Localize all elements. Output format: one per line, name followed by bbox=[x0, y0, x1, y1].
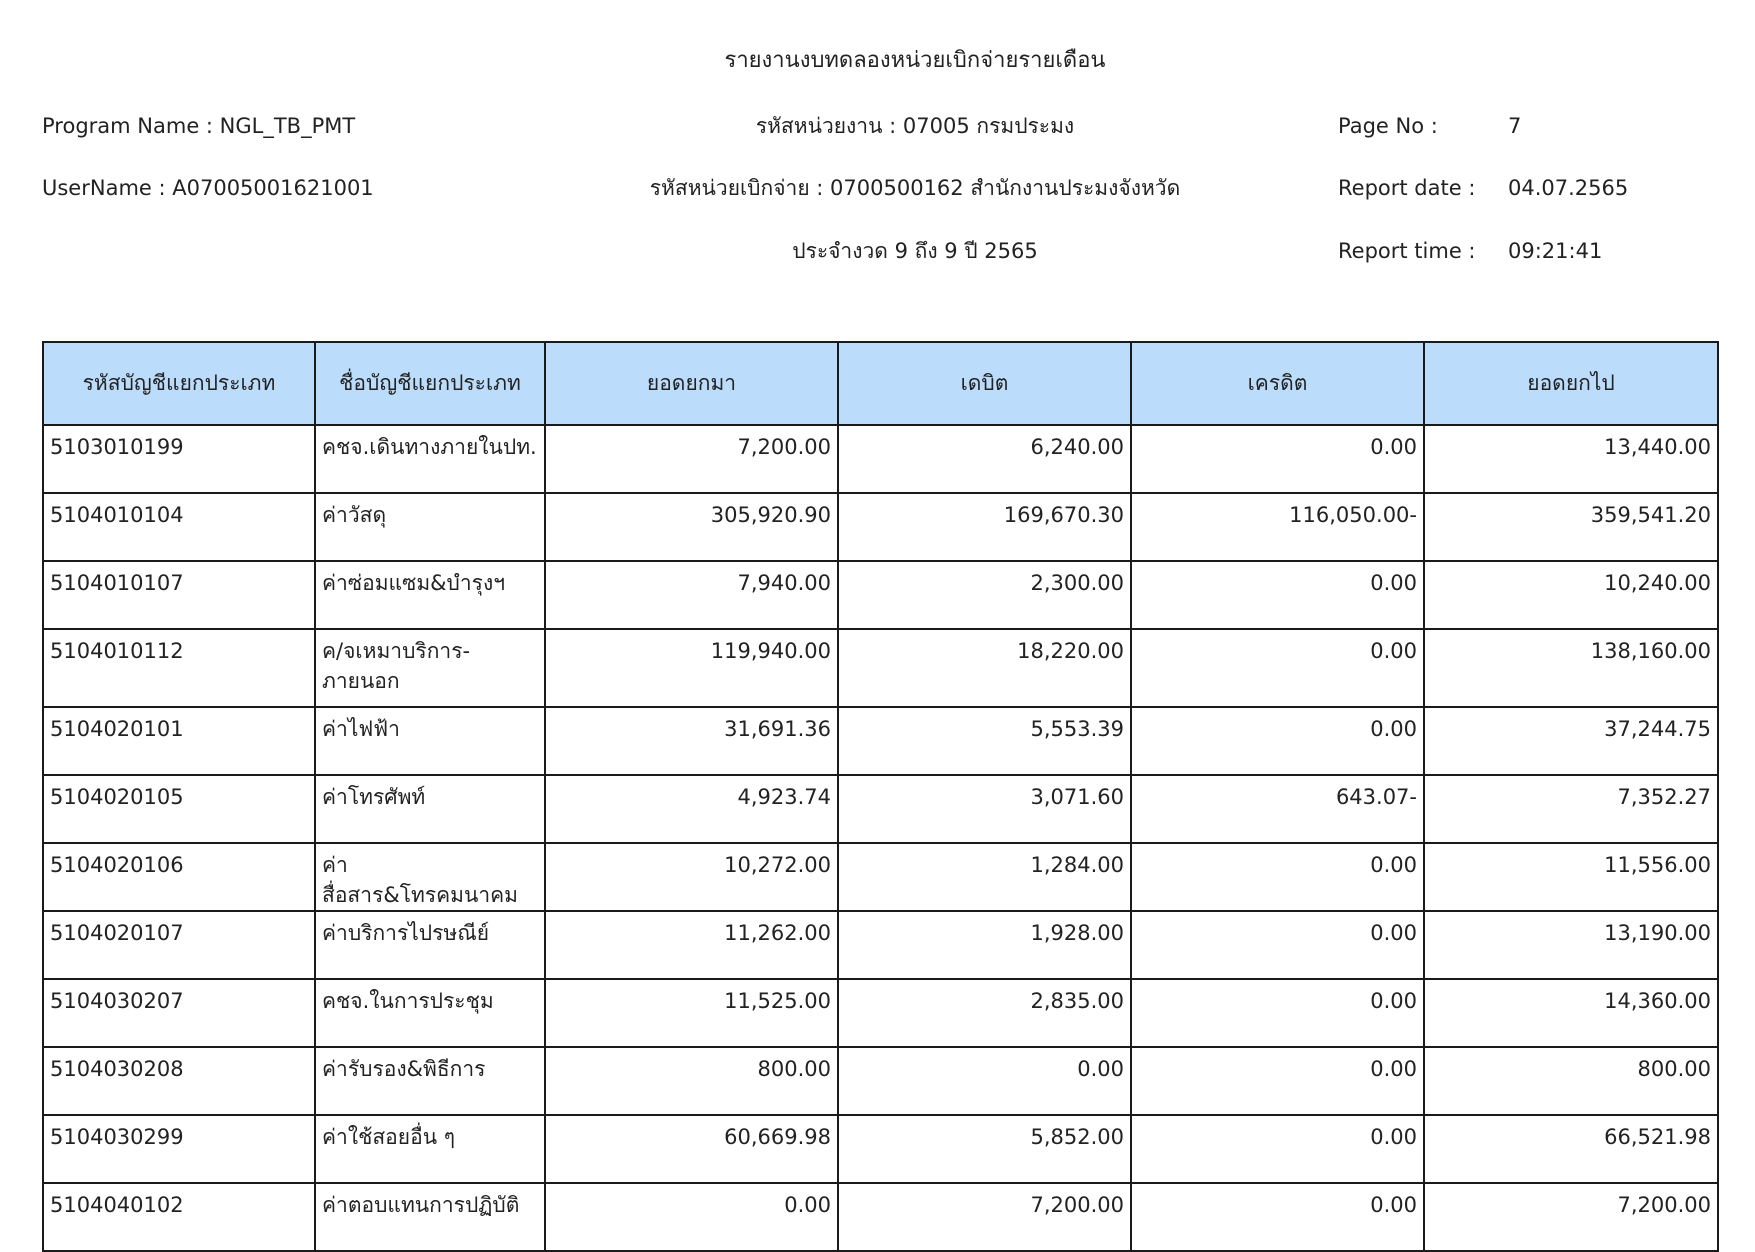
account-code-cell: 5104030208 bbox=[43, 1047, 315, 1115]
opening-balance-cell: 0.00 bbox=[545, 1183, 838, 1251]
opening-balance-cell: 119,940.00 bbox=[545, 629, 838, 707]
credit-cell: 0.00 bbox=[1131, 843, 1424, 911]
table-row bbox=[43, 911, 1718, 979]
opening-balance-cell: 11,262.00 bbox=[545, 911, 838, 979]
header-credit: เครดิต bbox=[1131, 342, 1424, 425]
disbursement-unit: รหัสหน่วยเบิกจ่าย : 0700500162 สำนักงานประมงจังหวัด bbox=[649, 176, 1181, 200]
debit-cell: 6,240.00 bbox=[838, 425, 1131, 493]
account-code-cell: 5104010104 bbox=[43, 493, 315, 561]
debit-cell: 1,284.00 bbox=[838, 843, 1131, 911]
table-row bbox=[43, 425, 1718, 493]
opening-balance-cell: 4,923.74 bbox=[545, 775, 838, 843]
report-title: รายงานงบทดลองหน่วยเบิกจ่ายรายเดือน bbox=[724, 48, 1106, 73]
header-opening-balance: ยอดยกมา bbox=[545, 342, 838, 425]
closing-balance-cell: 10,240.00 bbox=[1424, 561, 1718, 629]
credit-cell: 0.00 bbox=[1131, 561, 1424, 629]
report-period: ประจำงวด 9 ถึง 9 ปี 2565 bbox=[792, 239, 1038, 263]
debit-cell: 7,200.00 bbox=[838, 1183, 1131, 1251]
table-row bbox=[43, 1183, 1718, 1251]
account-name-cell: คชจ.เดินทางภายในปท. bbox=[315, 425, 545, 493]
report-date-value: 04.07.2565 bbox=[1508, 176, 1629, 200]
closing-balance-cell: 7,200.00 bbox=[1424, 1183, 1718, 1251]
opening-balance-cell: 7,940.00 bbox=[545, 561, 838, 629]
account-name-cell: ค่าตอบแทนการปฏิบัติ bbox=[315, 1183, 545, 1251]
closing-balance-cell: 359,541.20 bbox=[1424, 493, 1718, 561]
credit-cell: 0.00 bbox=[1131, 979, 1424, 1047]
table-row bbox=[43, 493, 1718, 561]
account-code-cell: 5104010112 bbox=[43, 629, 315, 707]
table-row bbox=[43, 1047, 1718, 1115]
credit-cell: 0.00 bbox=[1131, 707, 1424, 775]
account-name-cell: ค่าซ่อมแซม&บำรุงฯ bbox=[315, 561, 545, 629]
page-no-label: Page No : bbox=[1338, 114, 1438, 138]
account-code-cell: 5104030299 bbox=[43, 1115, 315, 1183]
opening-balance-cell: 31,691.36 bbox=[545, 707, 838, 775]
credit-cell: 0.00 bbox=[1131, 911, 1424, 979]
account-name-cell: ค่าสื่อสาร&โทรคมนาคม bbox=[315, 843, 545, 911]
debit-cell: 1,928.00 bbox=[838, 911, 1131, 979]
report-date-label: Report date : bbox=[1338, 176, 1476, 200]
opening-balance-cell: 7,200.00 bbox=[545, 425, 838, 493]
header-account-name: ชื่อบัญชีแยกประเภท bbox=[315, 342, 545, 425]
header-debit: เดบิต bbox=[838, 342, 1131, 425]
account-name-cell: ค่าโทรศัพท์ bbox=[315, 775, 545, 843]
table-row bbox=[43, 629, 1718, 707]
credit-cell: 643.07- bbox=[1131, 775, 1424, 843]
closing-balance-cell: 14,360.00 bbox=[1424, 979, 1718, 1047]
account-code-cell: 5104020107 bbox=[43, 911, 315, 979]
debit-cell: 169,670.30 bbox=[838, 493, 1131, 561]
account-name-cell: ค่าใช้สอยอื่น ๆ bbox=[315, 1115, 545, 1183]
debit-cell: 3,071.60 bbox=[838, 775, 1131, 843]
report-time-value: 09:21:41 bbox=[1508, 239, 1603, 263]
header-closing-balance: ยอดยกไป bbox=[1424, 342, 1718, 425]
closing-balance-cell: 7,352.27 bbox=[1424, 775, 1718, 843]
table-row bbox=[43, 1115, 1718, 1183]
account-code-cell: 5104040102 bbox=[43, 1183, 315, 1251]
table-row bbox=[43, 775, 1718, 843]
user-name: UserName : A07005001621001 bbox=[42, 176, 374, 200]
table-row bbox=[43, 561, 1718, 629]
closing-balance-cell: 66,521.98 bbox=[1424, 1115, 1718, 1183]
account-code-cell: 5104020105 bbox=[43, 775, 315, 843]
closing-balance-cell: 11,556.00 bbox=[1424, 843, 1718, 911]
program-name: Program Name : NGL_TB_PMT bbox=[42, 114, 356, 138]
closing-balance-cell: 13,190.00 bbox=[1424, 911, 1718, 979]
opening-balance-cell: 10,272.00 bbox=[545, 843, 838, 911]
credit-cell: 0.00 bbox=[1131, 1047, 1424, 1115]
debit-cell: 0.00 bbox=[838, 1047, 1131, 1115]
table-row bbox=[43, 979, 1718, 1047]
debit-cell: 2,300.00 bbox=[838, 561, 1131, 629]
account-code-cell: 5104020106 bbox=[43, 843, 315, 911]
account-name-cell: ค่าบริการไปรษณีย์ bbox=[315, 911, 545, 979]
debit-cell: 5,852.00 bbox=[838, 1115, 1131, 1183]
debit-cell: 18,220.00 bbox=[838, 629, 1131, 707]
agency-code: รหัสหน่วยงาน : 07005 กรมประมง bbox=[755, 114, 1075, 138]
account-name-cell: คชจ.ในการประชุม bbox=[315, 979, 545, 1047]
credit-cell: 0.00 bbox=[1131, 1183, 1424, 1251]
account-code-cell: 5104030207 bbox=[43, 979, 315, 1047]
header-account-code: รหัสบัญชีแยกประเภท bbox=[43, 342, 315, 425]
page-no-value: 7 bbox=[1508, 114, 1522, 138]
opening-balance-cell: 800.00 bbox=[545, 1047, 838, 1115]
opening-balance-cell: 60,669.98 bbox=[545, 1115, 838, 1183]
credit-cell: 0.00 bbox=[1131, 425, 1424, 493]
debit-cell: 5,553.39 bbox=[838, 707, 1131, 775]
table-header-row bbox=[43, 342, 1718, 425]
credit-cell: 0.00 bbox=[1131, 629, 1424, 707]
closing-balance-cell: 13,440.00 bbox=[1424, 425, 1718, 493]
account-name-cell: ค่าวัสดุ bbox=[315, 493, 545, 561]
account-code-cell: 5104010107 bbox=[43, 561, 315, 629]
table-row bbox=[43, 707, 1718, 775]
closing-balance-cell: 138,160.00 bbox=[1424, 629, 1718, 707]
credit-cell: 116,050.00- bbox=[1131, 493, 1424, 561]
account-code-cell: 5103010199 bbox=[43, 425, 315, 493]
closing-balance-cell: 37,244.75 bbox=[1424, 707, 1718, 775]
opening-balance-cell: 305,920.90 bbox=[545, 493, 838, 561]
closing-balance-cell: 800.00 bbox=[1424, 1047, 1718, 1115]
account-name-cell: ค่าไฟฟ้า bbox=[315, 707, 545, 775]
opening-balance-cell: 11,525.00 bbox=[545, 979, 838, 1047]
credit-cell: 0.00 bbox=[1131, 1115, 1424, 1183]
account-name-cell: ค/จเหมาบริการ-ภายนอก bbox=[315, 629, 545, 707]
account-name-cell: ค่ารับรอง&พิธีการ bbox=[315, 1047, 545, 1115]
debit-cell: 2,835.00 bbox=[838, 979, 1131, 1047]
report-time-label: Report time : bbox=[1338, 239, 1476, 263]
trial-balance-table bbox=[42, 341, 1719, 1252]
table-row bbox=[43, 843, 1718, 911]
account-code-cell: 5104020101 bbox=[43, 707, 315, 775]
